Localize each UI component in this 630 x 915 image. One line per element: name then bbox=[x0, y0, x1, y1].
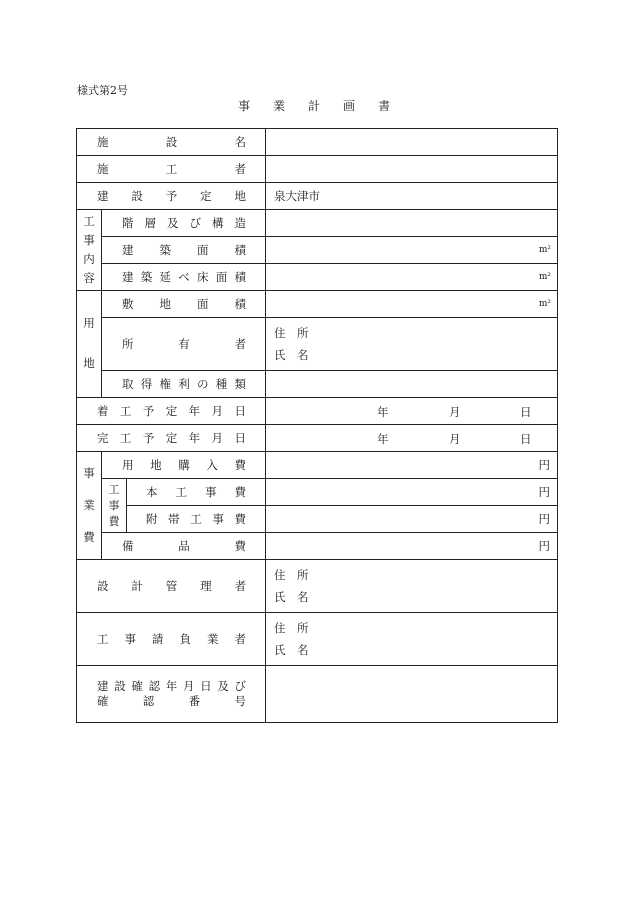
label-char: 負 bbox=[179, 632, 191, 646]
label-char: 者 bbox=[234, 162, 246, 176]
supervisor-name-label: 氏 名 bbox=[274, 590, 309, 604]
label-char: 業 bbox=[207, 632, 219, 646]
label-char: 用 bbox=[122, 458, 134, 472]
label-char: 確 bbox=[97, 694, 109, 708]
group-label-char: 業 bbox=[83, 497, 95, 512]
row-confirmation bbox=[77, 666, 558, 723]
completion-date-field[interactable] bbox=[266, 425, 558, 452]
label-char: 入 bbox=[206, 458, 218, 472]
label-char: 面 bbox=[197, 297, 209, 311]
label-char: 面 bbox=[215, 270, 228, 284]
ancillary-work-field[interactable] bbox=[266, 506, 558, 533]
label-char: 工 bbox=[119, 404, 132, 418]
unit-yen: 円 bbox=[538, 539, 551, 553]
unit-sqm: m² bbox=[538, 272, 552, 282]
label-char: 工 bbox=[175, 485, 187, 499]
label-char: 建 bbox=[97, 679, 109, 693]
completion-date-label bbox=[77, 425, 266, 452]
label-char: 階 bbox=[122, 216, 134, 230]
label-char: 予 bbox=[142, 404, 155, 418]
unit-sqm: m² bbox=[538, 299, 552, 309]
label-char: 完 bbox=[97, 431, 109, 445]
month-label: 月 bbox=[449, 405, 461, 419]
equipment-label bbox=[102, 533, 266, 560]
label-char: 購 bbox=[178, 458, 190, 472]
site-location-field[interactable]: 泉大津市 bbox=[266, 183, 558, 210]
land-purchase-field[interactable] bbox=[266, 452, 558, 479]
label-char: 請 bbox=[152, 632, 164, 646]
label-char: の bbox=[197, 377, 209, 391]
label-char: 造 bbox=[234, 216, 246, 230]
label-char: 取 bbox=[122, 377, 134, 391]
group-label-char: 容 bbox=[83, 270, 95, 285]
supervisor-address-label: 住 所 bbox=[274, 568, 309, 582]
group-label-char: 事 bbox=[83, 465, 95, 480]
contractor-label bbox=[77, 613, 266, 666]
label-char: 積 bbox=[234, 297, 246, 311]
title-char: 書 bbox=[378, 99, 391, 113]
label-char: 地 bbox=[150, 458, 162, 472]
label-char: 工 bbox=[119, 431, 132, 445]
label-char: 費 bbox=[234, 539, 246, 553]
label-char: 日 bbox=[234, 404, 246, 418]
label-char: 工 bbox=[97, 632, 109, 646]
label-char: 及 bbox=[217, 679, 229, 693]
start-date-label bbox=[77, 398, 266, 425]
label-char: 番 bbox=[188, 694, 201, 708]
row-site-area bbox=[77, 291, 558, 318]
label-char: 施 bbox=[97, 162, 109, 176]
facility-name-label bbox=[77, 129, 266, 156]
rights-type-label bbox=[102, 371, 266, 398]
label-char: 備 bbox=[122, 539, 134, 553]
main-work-label bbox=[127, 479, 266, 506]
label-char: 権 bbox=[159, 377, 171, 391]
label-char: 品 bbox=[178, 539, 190, 553]
row-completion-date bbox=[77, 425, 558, 452]
group-label-char: 用 bbox=[83, 316, 95, 331]
group-label-char: 工 bbox=[83, 213, 95, 228]
project-cost-group-label bbox=[77, 452, 102, 560]
label-char: 者 bbox=[234, 632, 246, 646]
label-char: 月 bbox=[182, 679, 195, 693]
facility-name-field[interactable] bbox=[266, 129, 558, 156]
label-char: 築 bbox=[159, 243, 171, 257]
label-char: 認 bbox=[148, 679, 161, 693]
label-char: 名 bbox=[234, 135, 246, 149]
group-label-char: 内 bbox=[83, 251, 95, 266]
row-start-date bbox=[77, 398, 558, 425]
confirmation-field[interactable] bbox=[266, 666, 558, 723]
label-char: 計 bbox=[131, 579, 143, 593]
label-char: 床 bbox=[197, 270, 209, 284]
label-char: 号 bbox=[234, 694, 246, 708]
label-char: 層 bbox=[144, 216, 156, 230]
label-char: 及 bbox=[167, 216, 179, 230]
site-location-label bbox=[77, 183, 266, 210]
site-area-field[interactable] bbox=[266, 291, 558, 318]
label-char: 認 bbox=[142, 694, 155, 708]
group-label-char: 地 bbox=[83, 356, 95, 371]
year-label: 年 bbox=[377, 432, 389, 446]
equipment-field[interactable] bbox=[266, 533, 558, 560]
building-area-label bbox=[102, 237, 266, 264]
label-char: 地 bbox=[159, 297, 171, 311]
row-total-floor-area bbox=[77, 264, 558, 291]
label-char: 所 bbox=[122, 337, 134, 351]
contractor-name-label: 氏 名 bbox=[274, 643, 309, 657]
contractor-address-label: 住 所 bbox=[274, 621, 309, 635]
label-char: 敷 bbox=[122, 297, 134, 311]
unit-yen: 円 bbox=[538, 485, 551, 499]
row-structure bbox=[77, 210, 558, 237]
day-label: 日 bbox=[520, 432, 532, 446]
row-equipment bbox=[77, 533, 558, 560]
label-char: 建 bbox=[97, 189, 109, 203]
label-char: 設 bbox=[131, 189, 143, 203]
label-char: 着 bbox=[97, 404, 109, 418]
construction-group-label bbox=[77, 210, 102, 291]
label-char: 年 bbox=[165, 679, 178, 693]
row-contractor bbox=[77, 613, 558, 666]
rights-type-field[interactable] bbox=[266, 371, 558, 398]
structure-field[interactable] bbox=[266, 210, 558, 237]
label-char: 年 bbox=[188, 431, 201, 445]
label-char: 本 bbox=[146, 485, 158, 499]
label-char: 月 bbox=[211, 431, 224, 445]
label-char: 年 bbox=[188, 404, 201, 418]
structure-label bbox=[102, 210, 266, 237]
contractor-field[interactable] bbox=[266, 613, 558, 666]
group-label-char: 費 bbox=[108, 514, 120, 528]
label-char: 費 bbox=[234, 512, 246, 526]
label-char: び bbox=[234, 679, 246, 693]
row-design-supervisor bbox=[77, 560, 558, 613]
label-char: び bbox=[189, 216, 201, 230]
total-floor-area-label bbox=[102, 264, 266, 291]
label-char: 予 bbox=[165, 189, 178, 203]
label-char: 設 bbox=[165, 135, 178, 149]
year-label: 年 bbox=[377, 405, 389, 419]
label-char: 帯 bbox=[168, 512, 180, 526]
group-label-char: 事 bbox=[83, 232, 95, 247]
row-ancillary-work bbox=[77, 506, 558, 533]
row-builder bbox=[77, 156, 558, 183]
owner-field[interactable] bbox=[266, 318, 558, 371]
label-char: 月 bbox=[211, 404, 224, 418]
construction-cost-group-label bbox=[102, 479, 127, 533]
building-area-field[interactable] bbox=[266, 237, 558, 264]
row-building-area bbox=[77, 237, 558, 264]
label-char: 附 bbox=[146, 512, 158, 526]
owner-label bbox=[102, 318, 266, 371]
label-char: 建 bbox=[122, 243, 134, 257]
label-char: 事 bbox=[124, 632, 136, 646]
label-char: 管 bbox=[165, 579, 178, 593]
label-char: 設 bbox=[114, 679, 126, 693]
label-char: 日 bbox=[200, 679, 212, 693]
builder-field[interactable] bbox=[266, 156, 558, 183]
main-work-field[interactable] bbox=[266, 479, 558, 506]
label-char: 定 bbox=[165, 431, 178, 445]
unit-yen: 円 bbox=[538, 458, 551, 472]
month-label: 月 bbox=[449, 432, 461, 446]
group-label-char: 事 bbox=[108, 498, 120, 512]
title-char: 業 bbox=[273, 99, 286, 113]
document-title bbox=[238, 97, 413, 114]
label-char: 積 bbox=[234, 270, 246, 284]
confirmation-label bbox=[77, 666, 266, 723]
row-main-work bbox=[77, 479, 558, 506]
start-date-field[interactable] bbox=[266, 398, 558, 425]
label-char: 有 bbox=[178, 337, 190, 351]
row-owner bbox=[77, 318, 558, 371]
row-site-location bbox=[77, 183, 558, 210]
label-char: 工 bbox=[190, 512, 202, 526]
label-char: 種 bbox=[215, 377, 228, 391]
builder-label bbox=[77, 156, 266, 183]
label-char: 費 bbox=[234, 458, 246, 472]
label-char: 築 bbox=[140, 270, 153, 284]
unit-sqm: m² bbox=[538, 245, 552, 255]
label-char: 理 bbox=[200, 579, 212, 593]
owner-address-label: 住 所 bbox=[274, 326, 309, 340]
label-char: 設 bbox=[97, 579, 109, 593]
label-char: 費 bbox=[234, 485, 246, 499]
title-char: 画 bbox=[343, 99, 356, 113]
label-char: 予 bbox=[142, 431, 155, 445]
design-supervisor-field[interactable] bbox=[266, 560, 558, 613]
group-label-char: 費 bbox=[83, 529, 95, 544]
label-char: 確 bbox=[131, 679, 143, 693]
label-char: 積 bbox=[234, 243, 246, 257]
project-plan-form bbox=[76, 128, 558, 723]
unit-yen: 円 bbox=[538, 512, 551, 526]
row-facility-name bbox=[77, 129, 558, 156]
title-char: 事 bbox=[238, 99, 251, 113]
label-char: 者 bbox=[234, 579, 246, 593]
label-char: 地 bbox=[234, 189, 246, 203]
label-char: 建 bbox=[122, 270, 134, 284]
land-group-label bbox=[77, 291, 102, 398]
label-char: 構 bbox=[212, 216, 224, 230]
site-area-label bbox=[102, 291, 266, 318]
total-floor-area-field[interactable] bbox=[266, 264, 558, 291]
label-char: 定 bbox=[200, 189, 212, 203]
label-char: 日 bbox=[234, 431, 246, 445]
design-supervisor-label bbox=[77, 560, 266, 613]
label-char: 工 bbox=[165, 162, 178, 176]
land-purchase-label bbox=[102, 452, 266, 479]
label-char: 延 bbox=[159, 270, 171, 284]
label-char: 事 bbox=[205, 485, 217, 499]
label-char: 施 bbox=[97, 135, 109, 149]
row-rights-type bbox=[77, 371, 558, 398]
title-char: 計 bbox=[308, 99, 321, 113]
form-number: 様式第2号 bbox=[77, 84, 128, 97]
label-char: 得 bbox=[140, 377, 153, 391]
group-label-char: 工 bbox=[108, 482, 120, 496]
label-char: 利 bbox=[178, 377, 190, 391]
day-label: 日 bbox=[520, 405, 532, 419]
row-land-purchase bbox=[77, 452, 558, 479]
label-char: 面 bbox=[197, 243, 209, 257]
label-char: 事 bbox=[212, 512, 224, 526]
label-char: 者 bbox=[234, 337, 246, 351]
owner-name-label: 氏 名 bbox=[274, 348, 309, 362]
label-char: べ bbox=[178, 270, 190, 284]
ancillary-work-label bbox=[127, 506, 266, 533]
label-char: 定 bbox=[165, 404, 178, 418]
label-char: 類 bbox=[234, 377, 246, 391]
